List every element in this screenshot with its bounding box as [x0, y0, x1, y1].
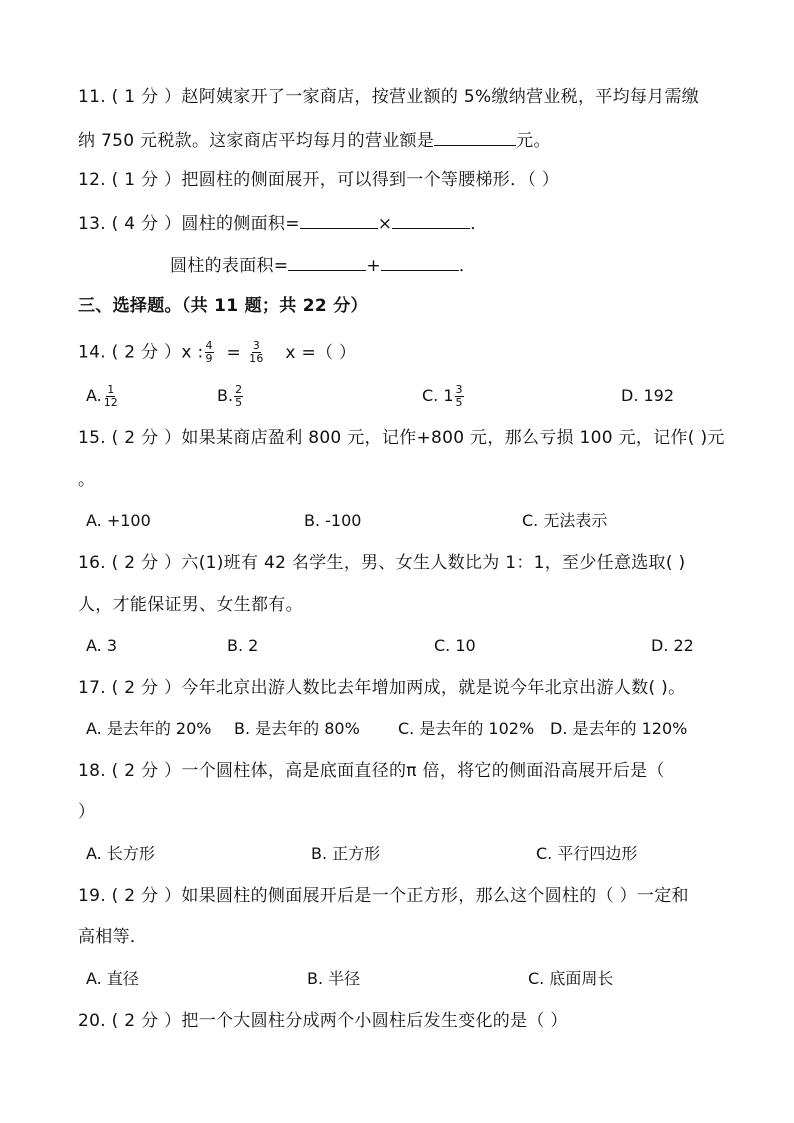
equals-sign: = — [226, 342, 242, 363]
option-b[interactable]: B. -100 — [304, 511, 362, 530]
q11-unit: 元。 — [516, 131, 551, 151]
fraction: $\frac{1}{12}$ — [103, 383, 118, 409]
q15-line2: 。 — [78, 470, 96, 490]
times-sign: × — [377, 214, 393, 234]
answer-blank[interactable] — [392, 210, 470, 229]
q14-suffix: x =（ ） — [285, 342, 357, 363]
q13-end: ． — [470, 214, 488, 234]
q13-prefix: 13. ( 4 分 ）圆柱的侧面积= — [78, 214, 300, 234]
answer-blank[interactable] — [434, 127, 516, 146]
q11-line2-text: 纳 750 元税款。这家商店平均每月的营业额是 — [78, 131, 435, 151]
option-b[interactable]: B. 2 — [227, 636, 259, 655]
option-a[interactable]: A. 3 — [86, 636, 118, 655]
option-d[interactable]: D. 22 — [651, 636, 694, 655]
q19-line1: 19. ( 2 分 ）如果圆柱的侧面展开后是一个正方形，那么这个圆柱的（ ）一定和 — [78, 886, 689, 906]
option-a[interactable]: A. +100 — [86, 511, 151, 530]
q13-line2-end: ． — [458, 256, 477, 276]
option-c[interactable]: C. 1 $\frac{3}{5}$ — [422, 383, 463, 409]
option-b[interactable]: B. 是去年的 80% — [234, 719, 360, 738]
q11-line1: 11. ( 1 分 ）赵阿姨家开了一家商店，按营业额的 5%缴纳营业税，平均每月需缴 — [78, 87, 700, 107]
option-c[interactable]: C. 10 — [434, 636, 476, 655]
answer-blank[interactable] — [381, 252, 459, 271]
option-c[interactable]: C. 平行四边形 — [536, 844, 638, 863]
q20-line1: 20. ( 2 分 ）把一个大圆柱分成两个小圆柱后发生变化的是（ ） — [78, 1011, 568, 1031]
option-c[interactable]: C. 是去年的 102% — [398, 719, 535, 738]
q17-line1: 17. ( 2 分 ）今年北京出游人数比去年增加两成，就是说今年北京出游人数( )。 — [78, 678, 686, 698]
answer-blank[interactable] — [300, 210, 378, 229]
option-a[interactable]: A. 长方形 — [86, 844, 155, 863]
q13-line2-prefix: 圆柱的表面积= — [170, 256, 289, 276]
option-d[interactable]: D. 是去年的 120% — [550, 719, 688, 738]
fraction: $\frac{4}{9}$ — [205, 339, 213, 365]
answer-blank[interactable] — [288, 252, 366, 271]
q19-line2: 高相等． — [78, 927, 148, 947]
option-b[interactable]: B. $\frac{2}{5}$ — [217, 383, 243, 409]
q15-line1: 15. ( 2 分 ）如果某商店盈利 800 元，记作+800 元，那么亏损 100 元，记作( )元 — [78, 428, 725, 448]
q14-prefix: 14. ( 2 分 ）x : — [78, 342, 204, 363]
q13-line2 — [170, 252, 476, 278]
option-d[interactable]: D. 192 — [621, 386, 675, 405]
q12-text: 12. ( 1 分 ）把圆柱的侧面展开，可以得到一个等腰梯形．（ ） — [78, 170, 560, 190]
fraction: $\frac{3}{5}$ — [455, 383, 463, 409]
option-a[interactable]: A. 是去年的 20% — [86, 719, 212, 738]
q11-line2 — [78, 127, 551, 153]
option-c[interactable]: C. 底面周长 — [528, 969, 614, 988]
option-c[interactable]: C. 无法表示 — [522, 511, 608, 530]
fraction: $\frac{2}{5}$ — [235, 383, 243, 409]
option-b[interactable]: B. 半径 — [307, 969, 361, 988]
option-a[interactable]: A. $\frac{1}{12}$ — [86, 383, 118, 409]
q18-line1: 18. ( 2 分 ）一个圆柱体，高是底面直径的π 倍，将它的侧面沿高展开后是（ — [78, 761, 665, 781]
q16-line1: 16. ( 2 分 ）六(1)班有 42 名学生，男、女生人数比为 1：1，至少任意选取( ) — [78, 553, 686, 573]
section-title: 三、选择题。（共 11 题；共 22 分） — [78, 296, 368, 316]
q18-line2: ） — [78, 802, 96, 822]
q14-line1 — [78, 340, 356, 365]
q16-line2: 人，才能保证男、女生都有。 — [78, 595, 303, 615]
plus-sign: + — [366, 256, 381, 276]
fraction: $\frac{3}{16}$ — [249, 339, 264, 365]
q13-line1 — [78, 210, 488, 236]
option-a[interactable]: A. 直径 — [86, 969, 139, 988]
option-b[interactable]: B. 正方形 — [311, 844, 381, 863]
